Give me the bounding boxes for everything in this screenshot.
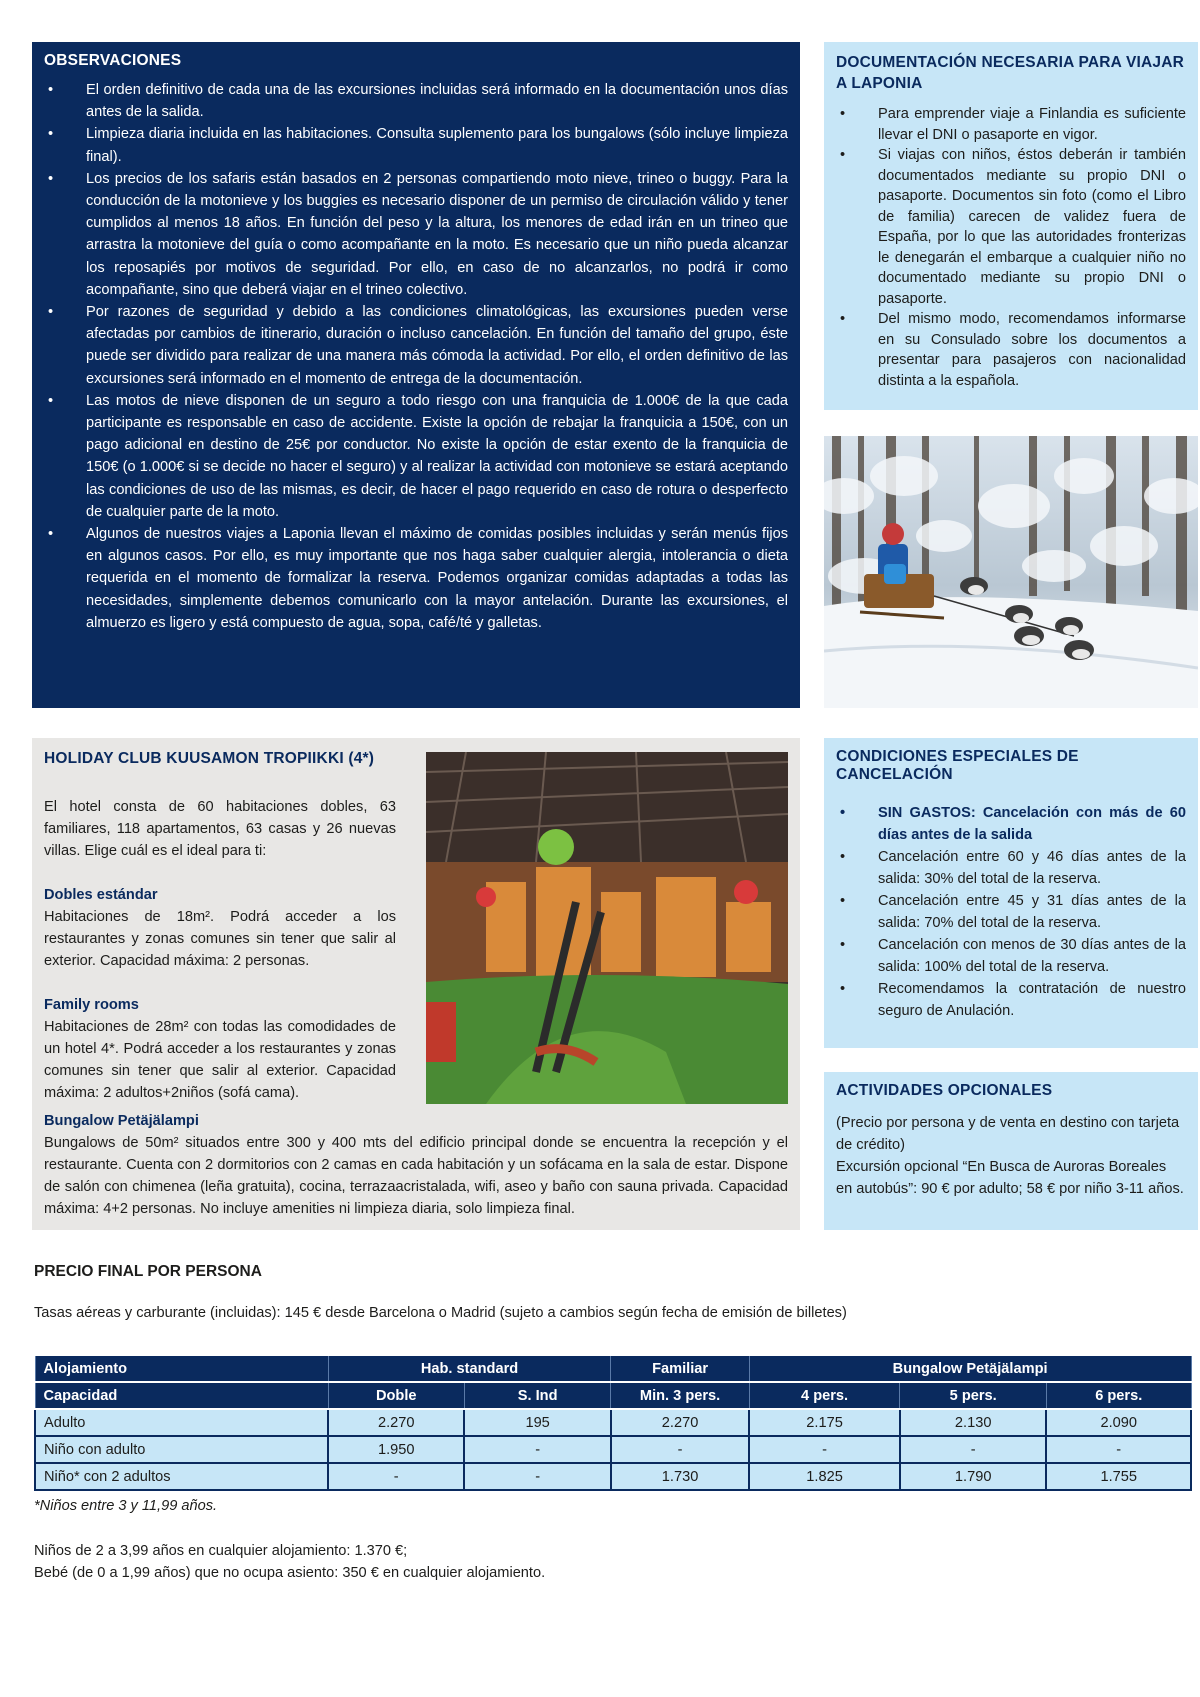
table-header-cell: Capacidad <box>35 1382 328 1409</box>
table-header-row <box>35 1355 1191 1382</box>
indoor-playground-photo <box>426 752 788 1104</box>
table-header-cell: Hab. standard <box>328 1355 611 1382</box>
table-cell: 195 <box>464 1409 611 1436</box>
hotel-intro: El hotel consta de 60 habitaciones dobles, 63 familiares, 118 apartamentos, 63 casas y 26 nuevas villas. Elige cuál es el ideal para ti: <box>44 799 396 859</box>
table-row <box>35 1436 1191 1463</box>
table-header-cell: Familiar <box>611 1355 749 1382</box>
actividades-excursion: Excursión opcional “En Busca de Auroras Boreales en autobús”: 90 € por adulto; 58 € por niño 3-11 años. <box>836 1159 1184 1197</box>
observaciones-title: OBSERVACIONES <box>44 52 182 69</box>
documentacion-panel <box>824 42 1198 410</box>
section-text: Bungalows de 50m² situados entre 300 y 400 mts del edificio principal donde se encuentra la recepción y el restaurante. Cuenta con 2 dormitorios con 2 camas en cada habitación y un sofácama en la sala de estar. Dispone de salón con chimenea (leña gratuita), cocina, terrazaacristalada, wifi, aseo y baño con sauna privada. Capacidad máxima: 4+2 personas. No incluye amenities ni limpieza diaria, solo limpieza final. <box>44 1135 788 1217</box>
table-cell: 1.755 <box>1046 1463 1191 1490</box>
table-cell: 2.090 <box>1046 1409 1191 1436</box>
cancelacion-title: CONDICIONES ESPECIALES DE CANCELACIÓN <box>836 748 1079 783</box>
list-item: • Para emprender viaje a Finlandia es suficiente llevar el DNI o pasaporte en vigor. <box>836 104 1186 145</box>
list-item: • Si viajas con niños, éstos deberán ir también documentados mediante su propio DNI o pasaporte. Documentos sin foto (como el Libro de familia) carecen de validez fuera de España, por lo que las autoridades fronterizas le denegarán el embarque a cualquier niño no documentado mediante su propio DNI o pasaporte. <box>836 145 1186 309</box>
section-heading: Dobles estándar <box>44 887 158 903</box>
table-cell: Niño con adulto <box>35 1436 328 1463</box>
actividades-title: ACTIVIDADES OPCIONALES <box>836 1082 1053 1099</box>
price-table <box>34 1354 1192 1491</box>
table-cell: 2.175 <box>749 1409 900 1436</box>
actividades-panel <box>824 1072 1198 1230</box>
list-item: • Por razones de seguridad y debido a las condiciones climatológicas, las excursiones pueden verse afectadas por cambios de itinerario, duración o incluso cancelación. En función del tamaño del grupo, éste puede ser dividido para realizar de una manera más cómoda la actividad. Por ello, el orden definitivo de las excursiones será informado en el momento de entrega de la documentación. <box>44 301 788 390</box>
table-header-cell: S. Ind <box>464 1382 611 1409</box>
list-item: • Cancelación con menos de 30 días antes de la salida: 100% del total de la reserva. <box>836 934 1186 978</box>
table-cell: Adulto <box>35 1409 328 1436</box>
table-header-cell: Alojamiento <box>35 1355 328 1382</box>
actividades-note: (Precio por persona y de venta en destino con tarjeta de crédito) <box>836 1115 1180 1153</box>
list-item: • Algunos de nuestros viajes a Laponia llevan el máximo de comidas posibles incluidas y serán menús fijos en algunos casos. Por ello, es muy importante que nos haga saber cualquier alergia, intolerancia o dieta requerida en el momento de formalizar la reserva. Podemos organizar comidas adaptadas a todas las necesidades, simplemente debemos comunicarlo con la mayor antelación. Durante las excursiones, el almuerzo es ligero y está compuesto de agua, sopa, café/té y galletas. <box>44 523 788 634</box>
list-item: • Recomendamos la contratación de nuestro seguro de Anulación. <box>836 978 1186 1022</box>
bungalow-description <box>44 1110 788 1220</box>
table-cell: 1.825 <box>749 1463 900 1490</box>
table-cell: - <box>611 1436 749 1463</box>
table-header-cell: Min. 3 pers. <box>611 1382 749 1409</box>
precio-title: PRECIO FINAL POR PERSONA <box>34 1263 262 1280</box>
actividades-text <box>836 1112 1186 1200</box>
table-cell: - <box>464 1436 611 1463</box>
hotel-description <box>44 796 396 1104</box>
table-header-row <box>35 1382 1191 1409</box>
table-cell: - <box>464 1463 611 1490</box>
cancelacion-list <box>836 802 1186 1022</box>
list-item: • Del mismo modo, recomendamos informarse en su Consulado sobre los documentos a presentar para pasajeros con nacionalidad distinta a la española. <box>836 309 1186 391</box>
list-item: • Cancelación entre 45 y 31 días antes de la salida: 70% del total de la reserva. <box>836 890 1186 934</box>
table-cell: - <box>749 1436 900 1463</box>
price-note: Bebé (de 0 a 1,99 años) que no ocupa asiento: 350 € en cualquier alojamiento. <box>34 1565 546 1581</box>
list-item: • SIN GASTOS: Cancelación con más de 60 días antes de la salida <box>836 802 1186 846</box>
table-header-cell: 6 pers. <box>1046 1382 1191 1409</box>
table-cell: 2.130 <box>900 1409 1047 1436</box>
list-item: • El orden definitivo de cada una de las excursiones incluidas será informado en la documentación unos días antes de la salida. <box>44 79 788 123</box>
table-header-cell: Bungalow Petäjälampi <box>749 1355 1191 1382</box>
table-cell: Niño* con 2 adultos <box>35 1463 328 1490</box>
table-header-cell: 4 pers. <box>749 1382 900 1409</box>
list-item: • Los precios de los safaris están basados en 2 personas compartiendo moto nieve, trineo o buggy. Para la conducción de la motonieve y los buggies es necesario disponer de un permiso de circulación válido y tener cumplidos al menos 18 años. En función del peso y la altura, los menores de edad irán en un trineo que arrastra la motonieve del guía o como acompañante en la moto. Es necesario que un niño pueda alcanzar los reposapiés por motivos de seguridad. Por ello, en caso de no alcanzarlos, no podrá ir como acompañante, sino que deberá viajar en el trineo colectivo. <box>44 168 788 301</box>
table-cell: 1.950 <box>328 1436 464 1463</box>
list-item: • Cancelación entre 60 y 46 días antes de la salida: 30% del total de la reserva. <box>836 846 1186 890</box>
table-footnote: *Niños entre 3 y 11,99 años. <box>34 1498 218 1514</box>
section-text: Habitaciones de 28m² con todas las comodidades de un hotel 4*. Podrá acceder a los restaurantes y zonas comunes sin tener que salir al exterior. Capacidad máxima: 2 adultos+2niños (sofá cama). <box>44 1019 396 1101</box>
observaciones-list <box>44 79 788 634</box>
table-row <box>35 1409 1191 1436</box>
table-cell: - <box>900 1436 1047 1463</box>
table-cell: 1.790 <box>900 1463 1047 1490</box>
section-text: Habitaciones de 18m². Podrá acceder a los restaurantes y zonas comunes sin tener que salir al exterior. Capacidad máxima: 2 personas. <box>44 909 396 969</box>
cancelacion-panel <box>824 738 1198 1048</box>
section-heading: Family rooms <box>44 997 139 1013</box>
price-note: Niños de 2 a 3,99 años en cualquier alojamiento: 1.370 €; <box>34 1543 408 1559</box>
documentacion-list <box>836 104 1186 391</box>
table-cell: - <box>1046 1436 1191 1463</box>
section-heading: Bungalow Petäjälampi <box>44 1113 199 1129</box>
table-cell: 2.270 <box>328 1409 464 1436</box>
dog-sled-photo <box>824 436 1198 708</box>
documentacion-title: DOCUMENTACIÓN NECESARIA PARA VIAJAR A LAPONIA <box>836 54 1185 92</box>
tasas-text: Tasas aéreas y carburante (incluidas): 145 € desde Barcelona o Madrid (sujeto a cambios según fecha de emisión de billetes) <box>34 1305 847 1321</box>
table-row <box>35 1463 1191 1490</box>
table-cell: - <box>328 1463 464 1490</box>
observaciones-panel <box>32 42 800 708</box>
price-notes <box>34 1540 545 1584</box>
table-cell: 1.730 <box>611 1463 749 1490</box>
list-item: • Limpieza diaria incluida en las habitaciones. Consulta suplemento para los bungalows (sólo incluye limpieza final). <box>44 123 788 167</box>
table-header-cell: 5 pers. <box>900 1382 1047 1409</box>
table-cell: 2.270 <box>611 1409 749 1436</box>
hotel-title: HOLIDAY CLUB KUUSAMON TROPIIKKI (4*) <box>44 750 375 767</box>
list-item: • Las motos de nieve disponen de un seguro a todo riesgo con una franquicia de 1.000€ de la que cada participante es responsable en caso de accidente. Existe la opción de rebajar la franquicia a 150€, con un pago adicional en destino de 25€ por conductor. No existe la opción de estar exento de la franquicia de 150€ (o 1.000€ si se decide no hacer el seguro) y al realizar la actividad con motonieve se estará aceptando las condiciones de uso de las mismas, es decir, de hacer el pago requerido en caso de rotura o desperfecto de cualquier parte de la moto. <box>44 390 788 523</box>
table-header-cell: Doble <box>328 1382 464 1409</box>
